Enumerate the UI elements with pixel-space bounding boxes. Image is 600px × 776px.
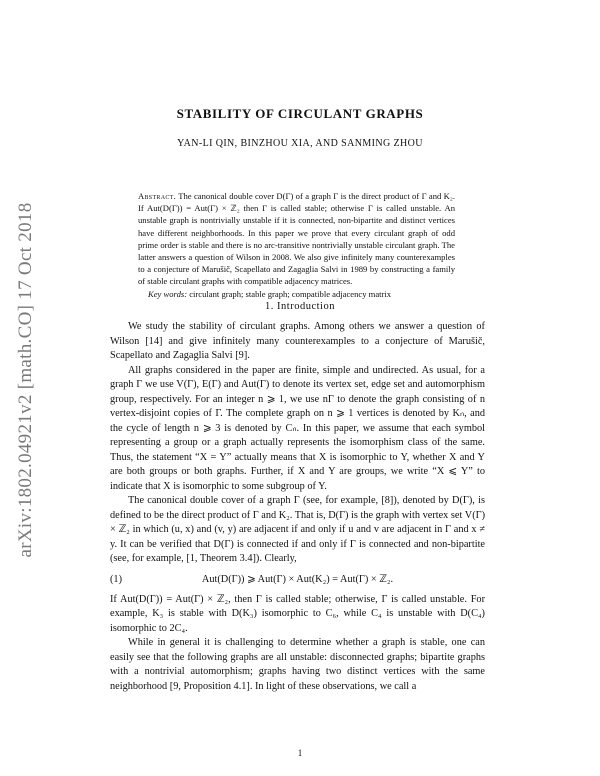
paragraph: If Aut(D(Γ)) = Aut(Γ) × ℤ₂, then Γ is called stable; otherwise, Γ is called unstable. For example, K₃ is stable with D(K₃) isomorphic to C₆, while C₄ is unstable with D(C₄) isomorphic to 2C₄. (110, 593, 485, 634)
paragraph: We study the stability of circulant graphs. Among others we answer a question of Wilson [14] and give infinitely many counterexamples to a conjecture of Marušič, Scapellato and Zagaglia Salvi [9]. (110, 321, 485, 361)
arxiv-stamp-text: arXiv:1802.04921v2 [math.CO] 17 Oct 2018 (15, 202, 36, 558)
keywords-label: Key words: (148, 288, 188, 299)
equation (110, 569, 485, 591)
abstract-text: The canonical double cover D(Γ) of a graph Γ is the direct product of Γ and K₂. If Aut(D(Γ)) = Aut(Γ) × ℤ₂ then Γ is called stable; otherwise Γ is called unstable. An unstable graph is nontrivially unstable if it is connected, non-bipartite and distinct vertices have different neighborhoods. In this paper we prove that every circulant graph of odd prime order is stable and there is no arc-transitive nontrivially unstable circulant graph. The latter answers a question of Wilson in 2008. We also give infinitely many counterexamples to a conjecture of Marušič, Scapellato and Zagaglia Salvi in 1989 by constructing a family of stable circulant graphs with compatible adjacency matrices. (138, 191, 455, 287)
paper-authors: YAN-LI QIN, BINZHOU XIA, AND SANMING ZHOU (177, 138, 423, 149)
abstract-label: Abstract. (138, 191, 177, 201)
equation-expression: Aut(D(Γ)) ⩾ Aut(Γ) × Aut(K₂) = Aut(Γ) × ℤ₂. (201, 573, 394, 585)
paper-title: STABILITY OF CIRCULANT GRAPHS (176, 106, 424, 121)
body-text (110, 320, 485, 694)
page-number: 1 (297, 748, 303, 758)
paragraph: The canonical double cover of a graph Γ (see, for example, [8]), denoted by D(Γ), is defined to be the direct product of Γ and K₂. That is, D(Γ) is the graph with vertex set V(Γ) × ℤ₂ in which (u, x) and (v, y) are adjacent if and only if u and v are adjacent in Γ and x ≠ y. It can be verified that D(Γ) is connected if and only if Γ is connected and non-bipartite (see, for example, [1, Theorem 3.4]). Clearly, (110, 495, 485, 564)
paragraph: While in general it is challenging to determine whether a graph is stable, one can easily see that the following graphs are all unstable: disconnected graphs; bipartite graphs with a nontrivial automorphism; graphs having two distinct vertices with the same neighborhood [9, Proposition 4.1]. In light of these observations, we call a (110, 637, 485, 692)
paragraph: All graphs considered in the paper are finite, simple and undirected. As usual, for a graph Γ we use V(Γ), E(Γ) and Aut(Γ) to denote its vertex set, edge set and automorphism group, respectively. For an integer n ⩾ 1, we use nΓ to denote the graph consisting of n vertex-disjoint copies of Γ. The complete graph on n ⩾ 1 vertices is denoted by Kₙ, and the cycle of length n ⩾ 3 is denoted by Cₙ. In this paper, we assume that each symbol representing a group or a graph actually represents the isomorphism class of the same. Thus, the statement “X = Y” actually means that X is isomorphic to Y, whether X and Y are both groups or both graphs. Further, if X and Y are groups, we write “X ⩽ Y” to indicate that X is isomorphic to some subgroup of Y. (110, 364, 485, 492)
keywords-text: circulant graph; stable graph; compatible adjacency matrix (189, 288, 392, 299)
arxiv-stamp (12, 180, 40, 580)
equation-number: (1) (110, 573, 123, 585)
section-heading: 1. Introduction (265, 301, 335, 312)
abstract (138, 190, 455, 300)
